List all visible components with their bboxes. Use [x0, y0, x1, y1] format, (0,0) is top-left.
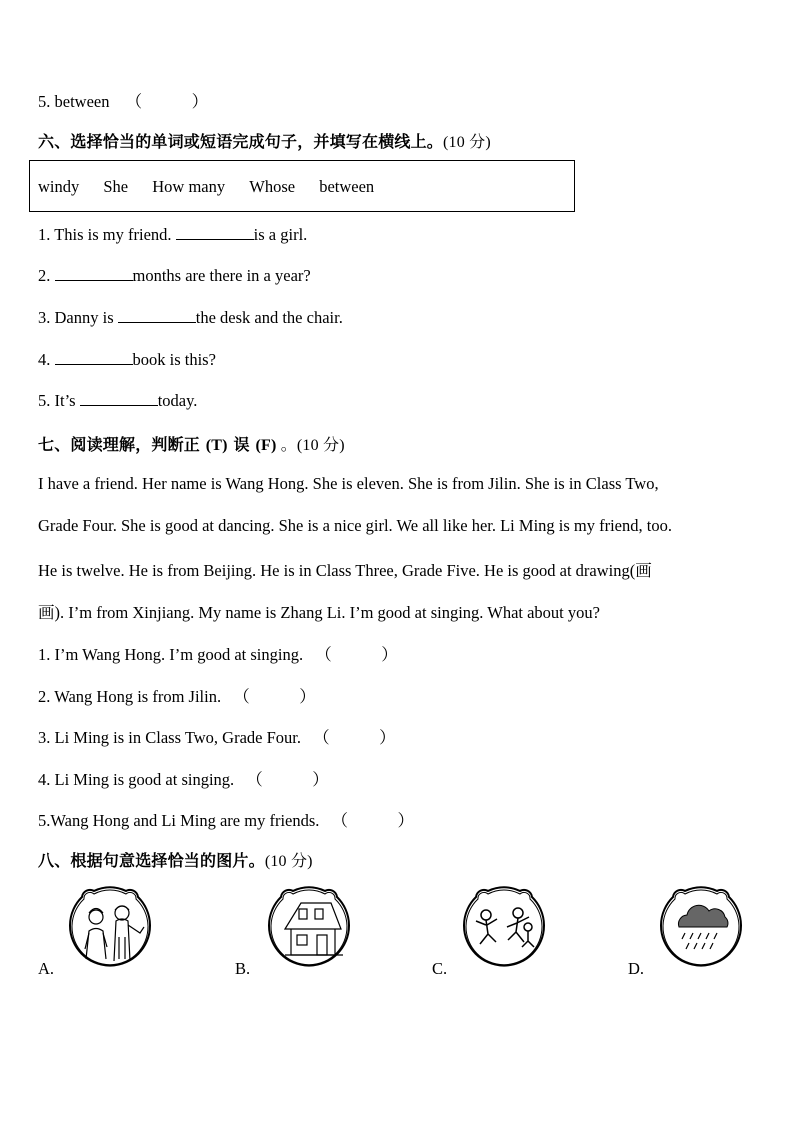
section-6-title: 六、选择恰当的单词或短语完成句子，并填写在横线上。 [38, 132, 444, 151]
question-text: today. [157, 391, 198, 410]
prev-question-5 [38, 88, 208, 112]
answer-blank[interactable] [176, 225, 254, 240]
answer-paren[interactable]: （ ） [246, 770, 329, 789]
judge-question-3 [38, 724, 396, 748]
question-text: book is this? [132, 350, 216, 369]
question-text: months are there in a year? [132, 266, 311, 285]
question-text: 2. Wang Hong is from Jilin. [38, 687, 222, 706]
fill-question-5 [38, 391, 197, 411]
section-8-heading [38, 848, 313, 871]
section-7-heading [38, 432, 345, 455]
section-7-title-mid: 误 [227, 435, 256, 454]
option-label-b: B. [235, 959, 251, 978]
question-text: is a girl. [253, 225, 308, 244]
word-bank-item: She [103, 177, 129, 196]
fill-question-2 [38, 266, 311, 286]
passage-line: 画). I’m from Xinjiang. My name is Zhang Li. I’m good at singing. What about you? [38, 603, 600, 622]
word-bank-box [29, 160, 575, 212]
false-mark: (F) [255, 437, 277, 454]
question-text: 1. This is my friend. [38, 225, 176, 244]
word-bank-item: between [319, 177, 375, 196]
option-label-c: C. [432, 959, 448, 978]
true-mark: (T) [205, 437, 228, 454]
word-bank-item: How many [152, 177, 226, 196]
section-6-heading [38, 129, 491, 152]
judge-question-5 [38, 807, 414, 831]
question-text: 3. Li Ming is in Class Two, Grade Four. [38, 728, 302, 747]
section-8-score: (10 分) [264, 853, 313, 870]
question-text: 4. Li Ming is good at singing. [38, 770, 235, 789]
question-text: 2. [38, 266, 55, 285]
answer-paren: （ ） [125, 92, 209, 111]
answer-paren[interactable]: （ ） [331, 811, 415, 830]
passage-line: I have a friend. Her name is Wang Hong. She is eleven. She is from Jilin. She is in Class Two, [38, 474, 659, 493]
children-dancing-picture-icon[interactable] [456, 883, 552, 975]
fill-question-4 [38, 350, 216, 370]
word-bank-item: windy [38, 177, 80, 196]
judge-question-1 [38, 641, 398, 665]
fill-question-3 [38, 308, 343, 328]
section-8-title: 八、根据句意选择恰当的图片。 [38, 851, 265, 870]
question-text: 5. It’s [38, 391, 80, 410]
prev-question-text: 5. between [38, 92, 110, 111]
answer-blank[interactable] [55, 266, 133, 281]
passage-line: He is twelve. He is from Beijing. He is in Class Three, Grade Five. He is good at drawing(画 [38, 561, 652, 580]
section-6-score: (10 分) [443, 134, 491, 151]
answer-blank[interactable] [55, 350, 133, 365]
judge-question-4 [38, 766, 329, 790]
house-picture-icon[interactable] [261, 883, 357, 975]
option-label-d: D. [628, 959, 645, 978]
rain-cloud-picture-icon[interactable] [653, 883, 749, 975]
answer-paren[interactable]: （ ） [313, 728, 396, 747]
answer-paren[interactable]: （ ） [315, 645, 398, 664]
question-text: 5.Wang Hong and Li Ming are my friends. [38, 811, 320, 830]
fill-question-1 [38, 225, 307, 245]
judge-question-2 [38, 683, 316, 707]
answer-blank[interactable] [80, 391, 158, 406]
question-text: 4. [38, 350, 55, 369]
section-7-score: 。(10 分) [276, 437, 345, 454]
answer-blank[interactable] [118, 308, 196, 323]
question-text: 1. I’m Wang Hong. I’m good at singing. [38, 645, 304, 664]
passage-line: Grade Four. She is good at dancing. She is a nice girl. We all like her. Li Ming is my friend, too. [38, 516, 672, 535]
option-label-a: A. [38, 959, 55, 978]
word-bank-item: Whose [249, 177, 296, 196]
question-text: the desk and the chair. [195, 308, 343, 327]
two-people-picture-icon[interactable] [62, 883, 158, 975]
answer-paren[interactable]: （ ） [233, 687, 316, 706]
section-7-title: 七、阅读理解，判断正 [38, 435, 206, 454]
question-text: 3. Danny is [38, 308, 118, 327]
